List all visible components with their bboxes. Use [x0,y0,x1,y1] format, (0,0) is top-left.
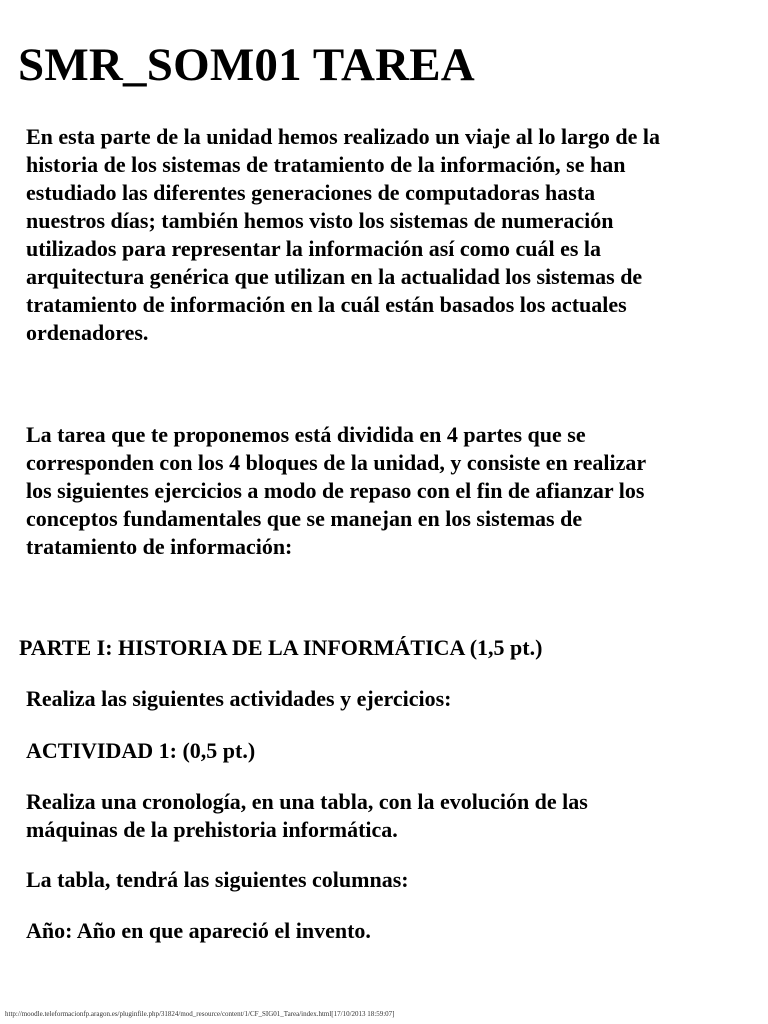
intro-line: arquitectura genérica que utilizan en la actualidad los sistemas de [26,264,643,289]
instruction-text: Realiza las siguientes actividades y ejercicios: [26,686,452,711]
activity-line: máquinas de la prehistoria informática. [26,817,398,842]
task-line: conceptos fundamentales que se manejan en los sistemas de [26,506,583,531]
column-year-description: Año: Año en que apareció el invento. [26,918,371,943]
section-heading-parte-1: PARTE I: HISTORIA DE LA INFORMÁTICA (1,5 pt.) [19,635,543,660]
page-title: SMR_SOM01 TAREA [18,39,475,91]
activity-description [26,788,756,844]
table-intro-text: La tabla, tendrá las siguientes columnas: [26,867,409,892]
intro-line: estudiado las diferentes generaciones de computadoras hasta [26,180,596,205]
intro-line: historia de los sistemas de tratamiento de la información, se han [26,152,626,177]
intro-line: tratamiento de información en la cuál están basados los actuales [26,292,627,317]
intro-line: En esta parte de la unidad hemos realizado un viaje al lo largo de la [26,124,660,149]
task-line: los siguientes ejercicios a modo de repaso con el fin de afianzar los [26,478,645,503]
task-line: tratamiento de información: [26,534,293,559]
task-paragraph [26,421,756,561]
activity-line: Realiza una cronología, en una tabla, con la evolución de las [26,789,588,814]
task-line: corresponden con los 4 bloques de la unidad, y consiste en realizar [26,450,647,475]
intro-line: utilizados para representar la información así como cuál es la [26,236,602,261]
activity-heading: ACTIVIDAD 1: (0,5 pt.) [26,738,256,763]
intro-line: nuestros días; también hemos visto los sistemas de numeración [26,208,614,233]
intro-line: ordenadores. [26,320,149,345]
intro-paragraph [26,123,756,347]
page-footer-url: http://moodle.teleformacionfp.aragon.es/pluginfile.php/31824/mod_resource/content/1/CF_SIG01_Tarea/index.html[17/10/2013 18:59:07] [5,1010,395,1018]
task-line: La tarea que te proponemos está dividida en 4 partes que se [26,422,586,447]
